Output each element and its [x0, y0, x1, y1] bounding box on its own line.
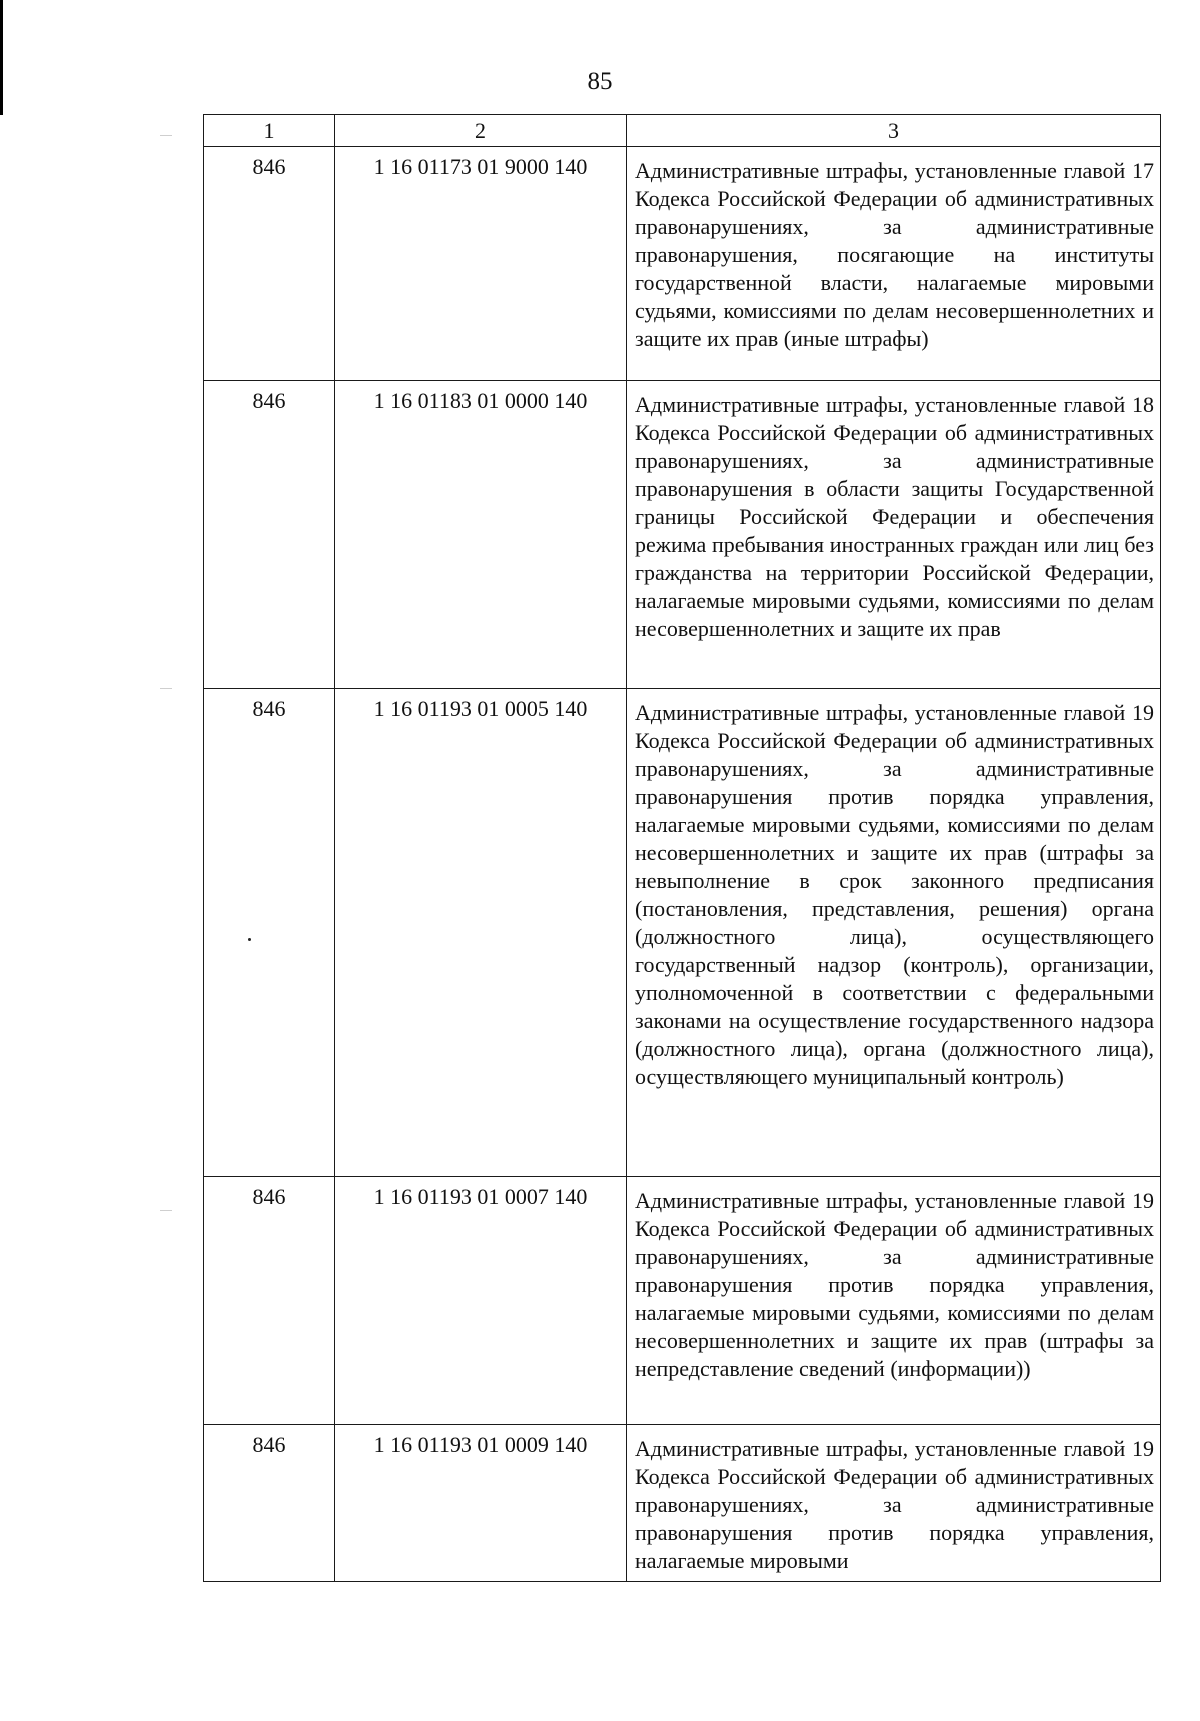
- scan-edge-mark: [0, 0, 3, 115]
- table-row: [204, 1177, 1161, 1425]
- admin-code-cell: 846: [204, 147, 335, 381]
- description-cell: Административные штрафы, установленные главой 18 Кодекса Российской Федерации об административных правонарушениях, за административные правонарушения в области защиты Государственной границы Российской Федерации и обеспечения режима пребывания иностранных граждан или лиц без гражданства на территории Российской Федерации, налагаемые мировыми судьями, комиссиями по делам несовершеннолетних и защите их прав: [627, 381, 1161, 689]
- header-col-2: 2: [335, 115, 627, 147]
- admin-code-cell: 846: [204, 689, 335, 1177]
- table-row: [204, 689, 1161, 1177]
- description-cell: Административные штрафы, установленные главой 19 Кодекса Российской Федерации об административных правонарушениях, за административные правонарушения против порядка управления, налагаемые мировыми: [627, 1425, 1161, 1582]
- kbk-code-cell: 1 16 01193 01 0005 140: [335, 689, 627, 1177]
- scan-speck: [248, 938, 251, 941]
- header-col-1: 1: [204, 115, 335, 147]
- kbk-code-cell: 1 16 01193 01 0007 140: [335, 1177, 627, 1425]
- header-col-3: 3: [627, 115, 1161, 147]
- revenue-codes-table: [203, 114, 1161, 1582]
- table-header-row: [204, 115, 1161, 147]
- description-cell: Административные штрафы, установленные главой 17 Кодекса Российской Федерации об административных правонарушениях, за административные правонарушения, посягающие на институты государственной власти, налагаемые мировыми судьями, комиссиями по делам несовершеннолетних и защите их прав (иные штрафы): [627, 147, 1161, 381]
- table-row: [204, 1425, 1161, 1582]
- kbk-code-cell: 1 16 01183 01 0000 140: [335, 381, 627, 689]
- margin-mark: [160, 688, 172, 689]
- description-cell: Административные штрафы, установленные главой 19 Кодекса Российской Федерации об административных правонарушениях, за административные правонарушения против порядка управления, налагаемые мировыми судьями, комиссиями по делам несовершеннолетних и защите их прав (штрафы за невыполнение в срок законного предписания (постановления, представления, решения) органа (должностного лица), осуществляющего государственный надзор (контроль), организации, уполномоченной в соответствии с федеральными законами на осуществление государственного надзора (должностного лица), органа (должностного лица), осуществляющего муниципальный контроль): [627, 689, 1161, 1177]
- kbk-code-cell: 1 16 01173 01 9000 140: [335, 147, 627, 381]
- table-row: [204, 147, 1161, 381]
- page-number: 85: [587, 68, 613, 95]
- margin-mark: [160, 135, 172, 136]
- admin-code-cell: 846: [204, 1177, 335, 1425]
- admin-code-cell: 846: [204, 381, 335, 689]
- admin-code-cell: 846: [204, 1425, 335, 1582]
- margin-mark: [160, 1210, 172, 1211]
- kbk-code-cell: 1 16 01193 01 0009 140: [335, 1425, 627, 1582]
- description-cell: Административные штрафы, установленные главой 19 Кодекса Российской Федерации об административных правонарушениях, за административные правонарушения против порядка управления, налагаемые мировыми судьями, комиссиями по делам несовершеннолетних и защите их прав (штрафы за непредставление сведений (информации)): [627, 1177, 1161, 1425]
- table-row: [204, 381, 1161, 689]
